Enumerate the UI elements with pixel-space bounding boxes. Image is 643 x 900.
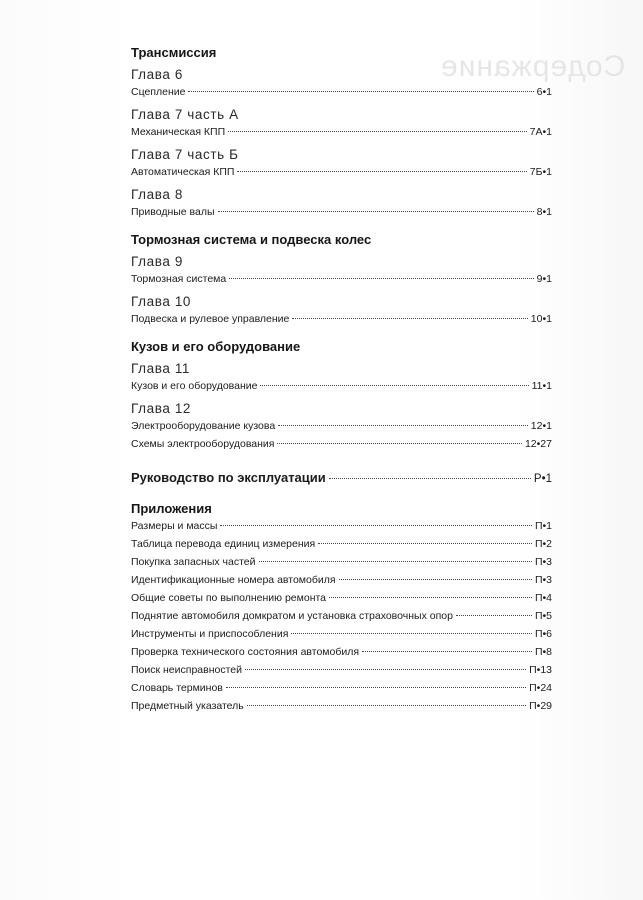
entry-label: Предметный указатель (131, 700, 244, 712)
toc-entry[interactable] (131, 643, 552, 661)
spacer (131, 221, 552, 231)
entry-label: Словарь терминов (131, 682, 223, 694)
entry-page: П•3 (534, 574, 552, 586)
toc-entry[interactable] (131, 553, 552, 571)
toc-entry[interactable] (131, 625, 552, 643)
entry-page: П•3 (534, 556, 552, 568)
entry-page: 8•1 (536, 206, 552, 218)
toc-entry[interactable] (131, 679, 552, 697)
dot-leader (456, 615, 532, 616)
dot-leader (339, 579, 532, 580)
dot-leader (318, 543, 532, 544)
spacer (131, 328, 552, 338)
dot-leader (188, 91, 533, 92)
chapter-heading: Глава 9 (131, 254, 183, 269)
section-title: Тормозная система и подвеска колес (131, 232, 372, 247)
chapter-heading: Глава 10 (131, 294, 192, 309)
entry-page: П•2 (534, 538, 552, 550)
toc-entry[interactable] (131, 607, 552, 625)
entry-label: Проверка технического состояния автомобиля (131, 646, 360, 658)
entry-page: П•1 (534, 520, 552, 532)
entry-page: П•6 (534, 628, 552, 640)
section-title: Приложения (131, 501, 212, 516)
chapter-heading: Глава 11 (131, 361, 191, 376)
entry-page: П•29 (529, 700, 552, 712)
toc-entry[interactable] (131, 203, 552, 221)
section-body (131, 338, 552, 453)
entry-label: Электрооборудование кузова (131, 420, 276, 432)
toc-entry[interactable] (131, 83, 552, 101)
spacer (131, 453, 552, 469)
spacer (131, 487, 552, 500)
entry-label: Общие советы по выполнению ремонта (131, 592, 327, 604)
toc-entry[interactable] (131, 435, 552, 453)
chapter-heading: Глава 7 часть А (131, 107, 239, 122)
entry-label: Идентификационные номера автомобиля (131, 574, 336, 586)
entry-label: Руководство по эксплуатации (131, 470, 326, 485)
dot-leader (226, 687, 526, 688)
dot-leader (245, 669, 526, 670)
table-of-contents (131, 44, 552, 715)
entry-page: 7Б•1 (529, 166, 552, 178)
toc-entry[interactable] (131, 270, 552, 288)
entry-label: Подвеска и рулевое управление (131, 313, 290, 325)
entry-label: Размеры и массы (131, 520, 218, 532)
section-title: Трансмиссия (131, 45, 217, 60)
dot-leader (228, 131, 526, 132)
entry-page: П•8 (534, 646, 552, 658)
entry-page: 7А•1 (529, 126, 552, 138)
entry-page: 6•1 (536, 86, 552, 98)
dot-leader (229, 278, 533, 279)
chapter-heading: Глава 12 (131, 401, 192, 416)
dot-leader (362, 651, 532, 652)
dot-leader (237, 171, 526, 172)
chapter-heading: Глава 6 (131, 67, 183, 82)
dot-leader (277, 443, 521, 444)
entry-page: 11•1 (531, 380, 552, 392)
dot-leader (260, 385, 528, 386)
section-transmission (131, 44, 552, 221)
entry-page: 12•1 (530, 420, 552, 432)
bleed-through-title: Содержание (439, 50, 625, 83)
toc-entry[interactable] (131, 517, 552, 535)
toc-entry[interactable] (131, 163, 552, 181)
dot-leader (329, 478, 531, 479)
section-brakes (131, 231, 552, 328)
entry-page: П•4 (534, 592, 552, 604)
toc-entry[interactable] (131, 571, 552, 589)
chapter-heading: Глава 7 часть Б (131, 147, 239, 162)
manual-entry[interactable] (131, 469, 552, 487)
entry-page: П•5 (534, 610, 552, 622)
dot-leader (291, 633, 532, 634)
entry-label: Автоматическая КПП (131, 166, 235, 178)
toc-entry[interactable] (131, 697, 552, 715)
entry-label: Сцепление (131, 86, 186, 98)
dot-leader (247, 705, 526, 706)
toc-entry[interactable] (131, 377, 552, 395)
entry-page: 10•1 (530, 313, 552, 325)
entry-label: Тормозная система (131, 273, 227, 285)
dot-leader (218, 211, 534, 212)
dot-leader (220, 525, 531, 526)
toc-entry[interactable] (131, 535, 552, 553)
entry-label: Кузов и его оборудование (131, 380, 258, 392)
dot-leader (329, 597, 532, 598)
entry-page: 9•1 (536, 273, 552, 285)
toc-entry[interactable] (131, 123, 552, 141)
chapter-heading: Глава 8 (131, 187, 183, 202)
entry-page: П•24 (529, 682, 552, 694)
dot-leader (292, 318, 527, 319)
entry-label: Поднятие автомобиля домкратом и установка страховочных опор (131, 610, 453, 622)
section-appendices (131, 500, 552, 715)
toc-entry[interactable] (131, 310, 552, 328)
dot-leader (259, 561, 532, 562)
toc-entry[interactable] (131, 661, 552, 679)
entry-label: Покупка запасных частей (131, 556, 256, 568)
entry-page: 12•27 (524, 438, 552, 450)
entry-label: Поиск неисправностей (131, 664, 242, 676)
toc-entry[interactable] (131, 417, 552, 435)
entry-label: Схемы электрооборудования (131, 438, 275, 450)
entry-page: П•13 (529, 664, 552, 676)
entry-label: Инструменты и приспособления (131, 628, 289, 640)
section-title: Кузов и его оборудование (131, 339, 301, 354)
entry-label: Приводные валы (131, 206, 215, 218)
entry-page: Р•1 (533, 473, 552, 485)
dot-leader (278, 425, 528, 426)
toc-entry[interactable] (131, 589, 552, 607)
entry-label: Механическая КПП (131, 126, 226, 138)
entry-label: Таблица перевода единиц измерения (131, 538, 316, 550)
